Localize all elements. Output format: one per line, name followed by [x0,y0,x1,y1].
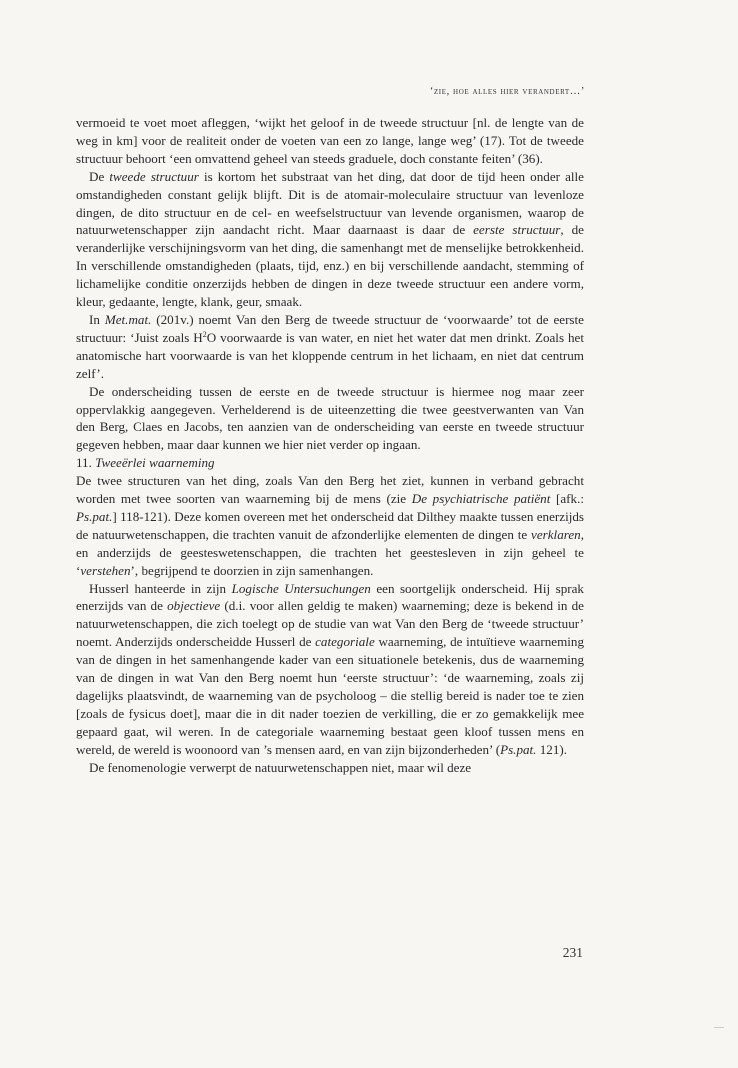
emphasis: verstehen [80,562,131,578]
emphasis: De psychiatrische patiënt [411,491,551,507]
superscript: 2 [202,329,207,339]
body-text [76,114,584,777]
emphasis: eerste structuur [473,222,561,238]
emphasis: Logische Untersuchungen [231,580,371,596]
paragraph: De twee structuren van het ding, zoals Van den Berg het ziet, kunnen in verband gebracht worden met twee soorten van waarneming bij de mens (zie De psychiatrische patiënt [afk.: Ps.pat.] 118-121). Deze komen overeen met het onderscheid dat Dilthey maakte tussen enerzijds de natuurwetenschappen, die trachten vanuit de afzonderlijke elementen de dingen te verklaren, en anderzijds de geesteswetenschappen, die trachten het geestesleven in zijn geheel te ‘verstehen’, begrijpend te doorzien in zijn samenhangen. [76,473,584,578]
emphasis: Ps.pat. [500,741,537,757]
emphasis: Met.mat. [104,311,152,327]
paragraph: De onderscheiding tussen de eerste en de tweede structuur is hiermee nog maar zeer oppervlakkig aangegeven. Verhelderend is de uiteenzetting die twee geestverwanten van Van den Berg, Claes en Jacobs, ten aanzien van de onderscheiding van eerste en tweede structuur gegeven hebben, maar daar kunnen we hier niet verder op ingaan. [76,383,584,453]
running-head: ‘zie, hoe alles hier verandert…’ [429,86,585,97]
emphasis: Ps.pat. [76,508,113,524]
emphasis: verklaren [531,526,581,542]
page-number: 231 [562,945,583,960]
emphasis: tweede structuur [109,168,199,184]
paragraph: De fenomenologie verwerpt de natuurwetenschappen niet, maar wil deze [89,759,472,775]
paragraph: vermoeid te voet moet afleggen, ‘wijkt het geloof in de tweede structuur [nl. de lengte van de weg in km] voor de realiteit onder de voeten van een zo lange, lange weg’ (17). Tot de tweede structuur behoort ‘een omvattend geheel van steeds graduele, doch constante feiten’ (36). [76,115,584,166]
paragraph: De tweede structuur is kortom het substraat van het ding, dat door de tijd heen onder alle omstandigheden constant gelijk blijft. Dit is de atomair-moleculaire structuur van levenloze dingen, de dito structuur en de cel- en weefselstructuur van levende organismen, waarop de natuurwetenschapper zijn aandacht richt. Maar daarnaast is daar de eerste structuur, de veranderlijke verschijningsvorm van het ding, die samenhangt met de menselijke betrokkenheid. In verschillende omstandigheden (plaats, tijd, enz.) en bij verschillende aandacht, stemming of lichamelijke conditie onzerzijds hebben de dingen in deze tweede structuur een andere vorm, kleur, gedaante, lengte, klank, geur, smaak. [76,168,584,310]
emphasis: categoriale [315,634,375,650]
emphasis: objectieve [167,598,221,614]
paragraph: In Met.mat. (201v.) noemt Van den Berg de tweede structuur de ‘voorwaarde’ tot de eerste structuur: ‘Juist zoals $H^2O$ voorwaarde is van water, en niet het water dat men drinkt. Zoals het anatomische hart voorwaarde is van het kloppende centrum in het lichaam, en niet dat centrum zelf’. [76,311,584,381]
paragraph: Husserl hanteerde in zijn Logische Untersuchungen een soortgelijk onderscheid. Hij sprak enerzijds van de objectieve (d.i. voor allen geldig te maken) waarneming; deze is bekend in de natuurwetenschappen, die zich toelegt op de studie van wat Van den Berg de ‘tweede structuur’ noemt. Anderzijds onderscheidde Husserl de categoriale waarneming, de intuïtieve waarneming van de dingen in het samenhangende kader van een situationele betekenis, dus de waarneming van de dingen in wat Van den Berg noemt hun ‘eerste structuur’: ‘de waarneming, zoals zij dagelijks plaatsvindt, de waarneming van de psycholoog – die stellig bereid is nader toe te zien [zoals de fysicus doet], maar die in dit nader toezien de verkilling, die er zo gemakkelijk mee gepaard gaat, wil weren. In de categoriale waarneming bestaat geen kloof tussen mens en wereld, de wereld is woonoord van ’s mensen aard, en van zijn bijzonderheden’ (Ps.pat. 121). [76,580,584,757]
page-edge-mark [714,1027,724,1028]
section-heading: 11. Tweeërlei waarneming [76,455,215,471]
